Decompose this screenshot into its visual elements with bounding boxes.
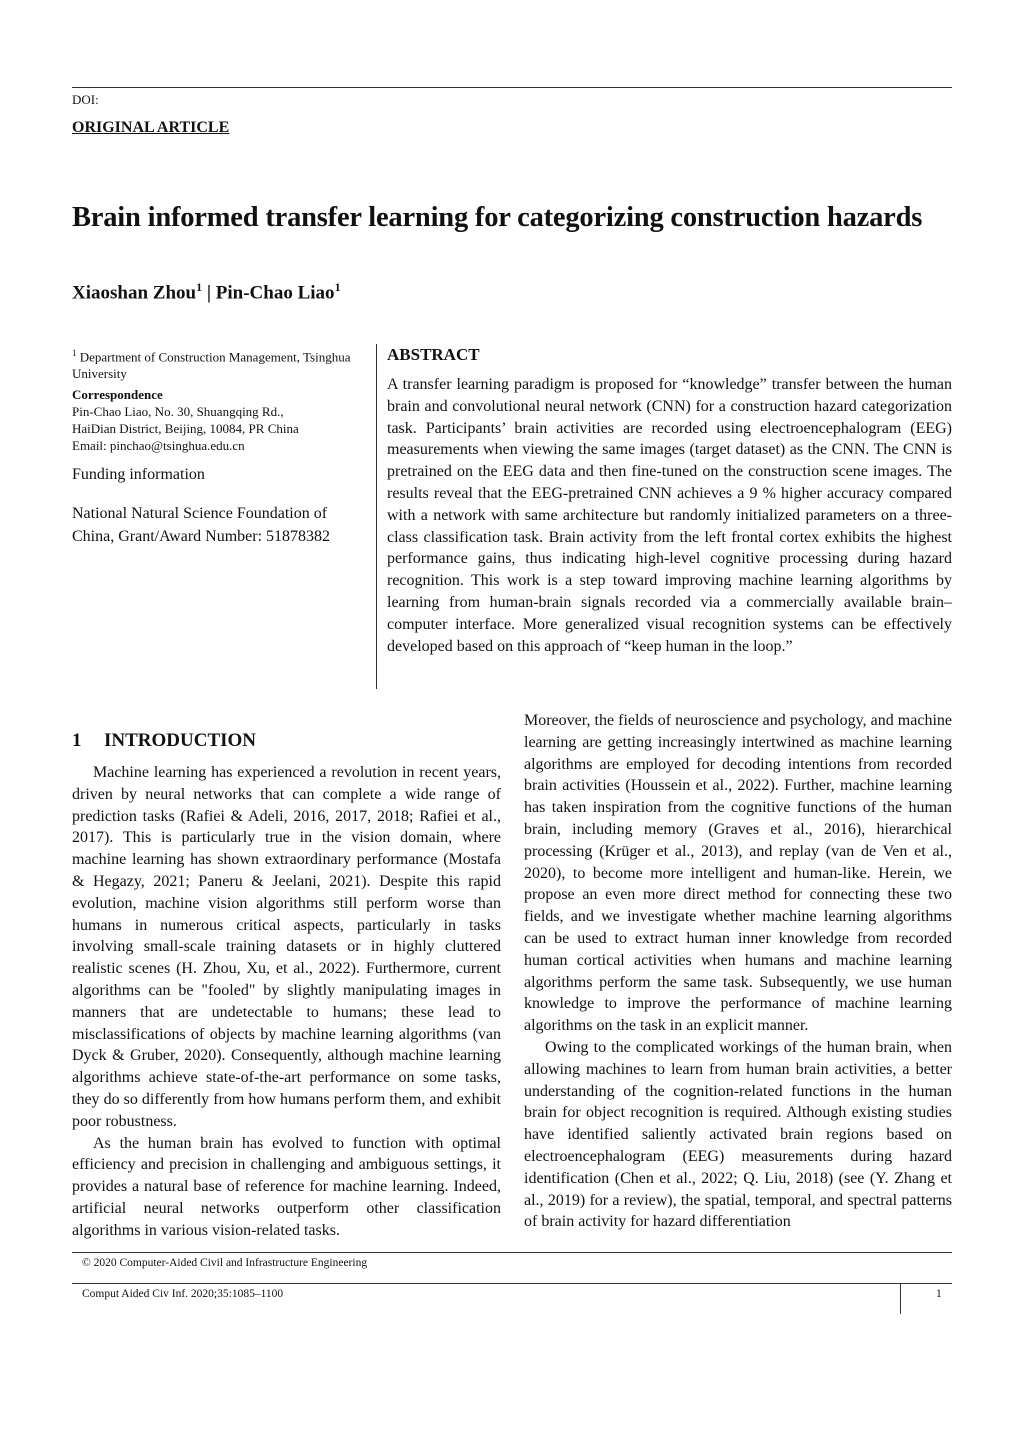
affiliation-text: Department of Construction Management, Tsinghua University	[72, 349, 351, 382]
author-affiliation-mark: 1	[334, 280, 341, 294]
correspondence-line: HaiDian District, Beijing, 10084, PR China	[72, 421, 299, 437]
abstract-heading: ABSTRACT	[387, 345, 480, 364]
body-paragraph: Moreover, the fields of neuroscience and psychology, and machine learning are getting increasingly intertwined as machine learning algorithms are employed for decoding intentions from recorded brain activities (Houssein et al., 2022). Further, machine learning has taken inspiration from the cognitive functions of the human brain, including memory (Graves et al., 2016), hierarchical processing (Krüger et al., 2013), and replay (van de Ven et al., 2020), to become more intelligent and human-like. Herein, we propose an even more direct method for connecting these two fields, and we investigate whether machine learning algorithms can be used to extract human inner knowledge from recorded human cortical activities when humans and machine learning algorithms perform the same task. Subsequently, we use human knowledge to improve the performance of machine learning algorithms on the task in an explicit manner.	[524, 712, 952, 1035]
doi-label: DOI:	[72, 92, 99, 107]
footer-divider	[900, 1284, 901, 1314]
author-affiliation-mark: 1	[196, 280, 203, 294]
affiliation-number: 1	[72, 348, 77, 358]
correspondence-label: Correspondence	[72, 387, 163, 403]
author-name: Xiaoshan Zhou	[72, 282, 197, 304]
abstract-section	[387, 345, 952, 657]
body-paragraph: Machine learning has experienced a revolution in recent years, driven by neural networks that can complete a wide range of prediction tasks (Rafiei & Adeli, 2016, 2017, 2018; Rafiei et al., 2017). This is particularly true in the vision domain, where machine learning has shown extraordinary performance (Mostafa & Hegazy, 2021; Paneru & Jeelani, 2021). Despite this rapid evolution, machine vision algorithms still perform worse than humans in numerous critical aspects, particularly in tasks involving small-scale training datasets or in highly cluttered realistic scenes (H. Zhou, Xu, et al., 2022). Furthermore, current algorithms can be "fooled" by slightly manipulating images in manners that are undetectable to humans; these lead to misclassifications of objects by machine learning algorithms (van Dyck & Gruber, 2020). Consequently, although machine learning algorithms achieve state-of-the-art performance on some tasks, they do so differently from how humans perform them, and exhibit poor robustness.	[72, 764, 501, 1130]
body-paragraph: Owing to the complicated workings of the human brain, when allowing machines to learn from human brain activities, a better understanding of the cognition-related functions in the human brain for object recognition is required. Although existing studies have identified saliently activated brain regions based on electroencephalogram (EEG) measurements during hazard identification (Chen et al., 2022; Q. Liu, 2018) (see (Y. Zhang et al., 2019) for a review), the spatial, temporal, and spectral patterns of brain activity for hazard differentiation	[524, 1038, 952, 1231]
funding-label: Funding information	[72, 466, 205, 484]
author-separator: |	[202, 282, 216, 304]
journal-reference: Comput Aided Civ Inf. 2020;35:1085–1100	[82, 1288, 284, 1300]
correspondence-line: Pin-Chao Liao, No. 30, Shuangqing Rd.,	[72, 404, 284, 420]
header-rule	[72, 87, 952, 88]
copyright-rule	[72, 1252, 952, 1253]
paper-title: Brain informed transfer learning for categorizing construction hazards	[72, 202, 923, 233]
funding-text: National Natural Science Foundation of China, Grant/Award Number: 51878382	[72, 505, 331, 545]
article-type: ORIGINAL ARTICLE	[72, 119, 230, 136]
correspondence-email: Email: pinchao@tsinghua.edu.cn	[72, 438, 245, 454]
author-name: Pin-Chao Liao	[215, 282, 335, 304]
abstract-text: A transfer learning paradigm is proposed for “knowledge” transfer between the human brain and convolutional neural network (CNN) for a construction hazard categorization task. Participants’ brain activities are recorded using electroencephalogram (EEG) measurements when viewing the same images (target dataset) as the CNN. The CNN is pretrained on the EEG data and then fine-tuned on the construction scene images. The results reveal that the EEG-pretrained CNN achieves a 9 % higher accuracy compared with a network with same architecture but randomly initialized parameters on a three-class classification task. Brain activity from the left frontal cortex exhibits the highest performance gains, thus indicating high-level cognitive processing during hazard recognition. This work is a step toward improving machine learning algorithms by learning from human-brain signals recorded via a commercially available brain–computer interface. More generalized visual recognition systems can be effectively developed based on this approach of “keep human in the loop.”	[387, 376, 952, 655]
abstract-divider	[376, 344, 377, 689]
body-paragraph: As the human brain has evolved to function with optimal efficiency and precision in challenging and ambiguous settings, it provides a natural base of reference for machine learning. Indeed, artificial neural networks outperform other classification algorithms in various vision-related tasks.	[72, 1134, 501, 1239]
copyright-notice: © 2020 Computer-Aided Civil and Infrastructure Engineering	[82, 1257, 368, 1269]
page-number: 1	[936, 1288, 942, 1300]
affiliation	[72, 345, 352, 382]
footer-rule	[72, 1283, 952, 1284]
section-number: 1	[72, 730, 82, 751]
body-column-right	[524, 710, 952, 1233]
section-heading	[72, 730, 501, 752]
section-title: INTRODUCTION	[104, 730, 257, 751]
author-list	[72, 280, 341, 304]
body-column-left	[72, 730, 501, 1242]
article-metadata	[72, 345, 352, 548]
